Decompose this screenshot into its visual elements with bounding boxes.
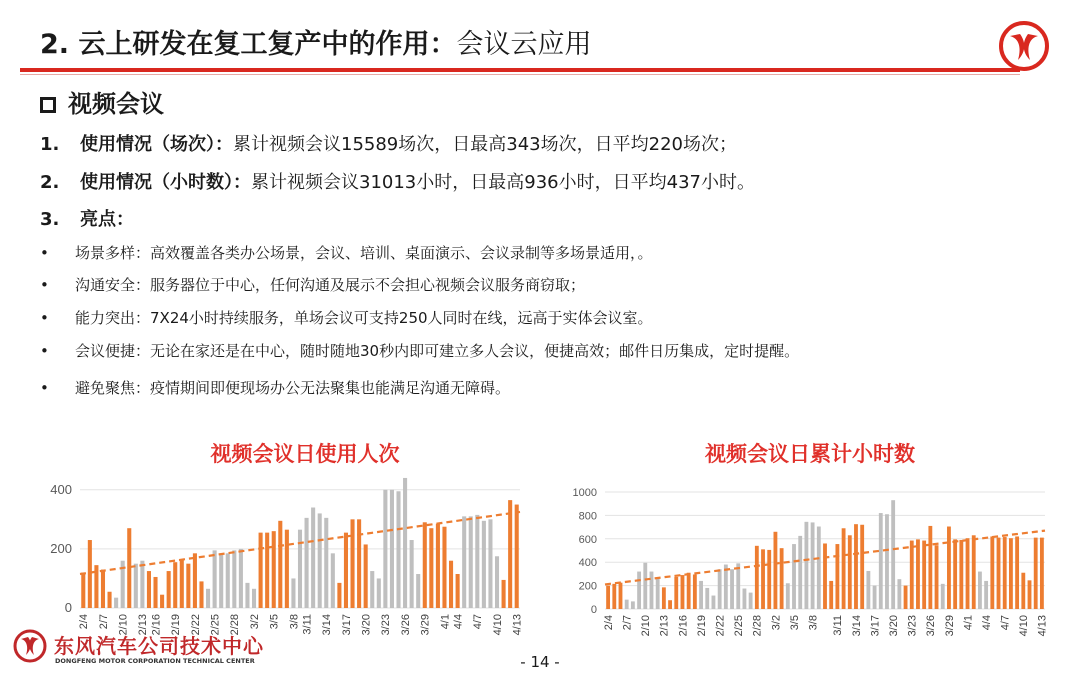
highlight-item <box>40 274 585 295</box>
bar <box>219 553 223 608</box>
x-tick-label: 3/2 <box>770 615 783 631</box>
usage-text: 累计视频会议31013小时，日最高936小时，日平均437小时。 <box>251 172 755 193</box>
bar <box>959 540 963 609</box>
bar <box>147 571 151 608</box>
x-tick-label: 2/4 <box>602 615 615 631</box>
bar <box>625 600 629 609</box>
bar <box>755 546 759 609</box>
usage-item <box>40 130 737 156</box>
bar <box>88 540 92 608</box>
bar <box>232 550 236 608</box>
bar <box>442 527 446 608</box>
y-tick-label: 0 <box>590 604 597 616</box>
highlight-text: 会议便捷：无论在家还是在中心，随时随地30秒内即可建立多人会议，便捷高效；邮件日历集成，定时提醒。 <box>75 342 800 360</box>
bar <box>724 565 728 609</box>
bar <box>226 553 230 608</box>
bar <box>656 577 660 609</box>
x-tick-label: 3/23 <box>380 614 393 636</box>
highlight-text: 场景多样：高效覆盖各类办公场景，会议、培训、桌面演示、会议录制等多场景适用，。 <box>75 244 653 262</box>
bar <box>186 564 190 608</box>
bullet-dot: • <box>40 309 49 327</box>
x-tick-label: 4/10 <box>491 614 504 636</box>
bar <box>272 531 276 608</box>
x-tick-label: 2/22 <box>189 614 202 636</box>
bar <box>482 521 486 608</box>
x-tick-label: 3/8 <box>807 615 820 631</box>
x-tick-label: 3/20 <box>360 614 373 636</box>
x-tick-label: 3/14 <box>321 614 334 636</box>
bar <box>1009 538 1013 609</box>
bar <box>817 527 821 609</box>
y-tick-label: 0 <box>64 600 72 615</box>
x-tick-label: 3/5 <box>268 614 281 630</box>
x-tick-label: 4/10 <box>1018 615 1031 637</box>
bar <box>792 544 796 609</box>
bar <box>681 575 685 609</box>
bar <box>953 539 957 609</box>
bar <box>495 556 499 608</box>
x-tick-label: 4/13 <box>1036 615 1049 637</box>
bar <box>390 490 394 608</box>
y-tick-label: 600 <box>578 533 597 546</box>
bar <box>854 524 858 609</box>
x-tick-label: 2/22 <box>714 615 727 637</box>
bar <box>1021 573 1025 609</box>
bar <box>206 589 210 608</box>
x-tick-label: 3/29 <box>419 614 432 636</box>
bar <box>823 543 827 609</box>
page-title-main: 2. 云上研发在复工复产中的作用： <box>40 29 457 60</box>
bar <box>879 513 883 609</box>
bar <box>699 581 703 609</box>
chart-title: 视频会议日使用人次 <box>210 442 400 466</box>
daily-hours-chart <box>555 475 1055 650</box>
chart-title: 视频会议日累计小时数 <box>705 442 915 466</box>
highlight-item <box>40 307 653 328</box>
bar <box>891 500 895 609</box>
x-tick-label: 3/17 <box>869 615 882 637</box>
bar <box>916 539 920 609</box>
bar <box>606 586 610 609</box>
bar <box>134 564 138 608</box>
bar <box>337 583 341 608</box>
bar <box>643 563 647 609</box>
bar <box>866 571 870 609</box>
bar <box>780 548 784 609</box>
daily-sessions-chart <box>30 475 530 650</box>
bar <box>947 527 951 609</box>
bar <box>167 571 171 608</box>
page-title <box>40 22 591 61</box>
bar <box>291 578 295 608</box>
y-tick-label: 1000 <box>572 487 597 499</box>
bar <box>193 553 197 608</box>
bar <box>245 583 249 608</box>
bar <box>364 544 368 608</box>
bar <box>318 513 322 608</box>
bar <box>829 581 833 609</box>
bar <box>416 574 420 608</box>
x-tick-label: 3/26 <box>399 614 412 636</box>
bar <box>984 581 988 609</box>
bar <box>259 533 263 608</box>
bar <box>848 535 852 609</box>
bar <box>515 505 519 608</box>
y-tick-label: 200 <box>578 580 597 593</box>
bar <box>904 586 908 609</box>
bar <box>81 573 85 608</box>
highlight-text: 避免聚焦：疫情期间即便现场办公无法聚集也能满足沟通无障碍。 <box>75 379 511 397</box>
bar <box>213 550 217 608</box>
bar <box>1015 536 1019 609</box>
bar <box>668 600 672 609</box>
bar <box>153 577 157 608</box>
page-number: - 14 - <box>520 653 560 671</box>
bar <box>966 538 970 609</box>
x-tick-label: 3/11 <box>301 614 314 635</box>
bar <box>873 586 877 609</box>
bar <box>199 581 203 608</box>
y-tick-label: 400 <box>50 481 72 497</box>
bar <box>718 569 722 609</box>
highlight-text: 沟通安全：服务器位于中心，任何沟通及展示不会担心视频会议服务商窃取； <box>75 276 586 294</box>
bar <box>311 508 315 608</box>
x-tick-label: 2/28 <box>229 614 242 636</box>
page-title-sub: 会议云应用 <box>456 29 592 60</box>
highlight-item <box>40 242 653 263</box>
bar <box>324 518 328 608</box>
bar <box>331 553 335 608</box>
x-tick-label: 3/8 <box>288 614 301 630</box>
bar <box>842 528 846 609</box>
x-tick-label: 2/13 <box>137 614 150 636</box>
x-tick-label: 4/4 <box>980 615 993 631</box>
x-tick-label: 2/19 <box>170 614 183 636</box>
bar <box>285 530 289 608</box>
bar <box>972 535 976 609</box>
x-tick-label: 2/25 <box>733 615 746 637</box>
bar <box>978 572 982 609</box>
x-tick-label: 4/13 <box>511 614 524 636</box>
bar <box>403 478 407 608</box>
x-tick-label: 3/23 <box>906 615 919 637</box>
bar <box>897 579 901 609</box>
bar <box>265 533 269 608</box>
x-tick-label: 3/5 <box>788 615 801 631</box>
x-tick-label: 4/7 <box>999 615 1012 631</box>
usage-num: 3. <box>40 209 60 230</box>
usage-label: 亮点： <box>80 209 134 230</box>
bar <box>140 561 144 608</box>
highlight-item <box>40 377 510 398</box>
bar <box>436 524 440 608</box>
bar <box>928 526 932 609</box>
bar <box>239 549 243 608</box>
bar <box>127 528 131 608</box>
x-tick-label: 2/16 <box>150 614 163 636</box>
bar <box>1028 580 1032 609</box>
x-tick-label: 2/28 <box>751 615 764 637</box>
footer-company-cn: 东风汽车公司技术中心 <box>54 634 264 658</box>
usage-item <box>40 205 134 231</box>
usage-label: 使用情况（场次）： <box>80 134 233 155</box>
usage-num: 1. <box>40 134 60 155</box>
bar <box>173 562 177 608</box>
bar <box>910 541 914 609</box>
x-tick-label: 2/7 <box>97 614 110 630</box>
bar <box>423 522 427 608</box>
bar <box>1034 538 1038 609</box>
bar <box>811 522 815 609</box>
bar <box>749 593 753 609</box>
bar <box>637 572 641 609</box>
x-tick-label: 3/2 <box>248 614 261 630</box>
bar <box>786 583 790 609</box>
bar <box>475 515 479 608</box>
bar <box>180 559 184 608</box>
bar <box>885 514 889 609</box>
bar <box>357 519 361 608</box>
x-tick-label: 2/4 <box>78 614 91 630</box>
bar <box>1040 538 1044 609</box>
bar <box>705 588 709 609</box>
bullet-dot: • <box>40 342 49 360</box>
x-tick-label: 4/1 <box>439 614 452 630</box>
bar <box>662 587 666 609</box>
bar <box>101 570 105 608</box>
bar <box>612 584 616 609</box>
x-tick-label: 2/16 <box>677 615 690 637</box>
x-tick-label: 2/25 <box>209 614 222 636</box>
bar <box>674 577 678 609</box>
bar <box>508 500 512 608</box>
usage-item <box>40 168 755 194</box>
bar <box>922 541 926 609</box>
bar <box>935 545 939 609</box>
bar <box>298 530 302 608</box>
bar <box>798 536 802 609</box>
section-heading-text: 视频会议 <box>68 90 164 118</box>
bar <box>396 491 400 608</box>
x-tick-label: 2/10 <box>117 614 130 636</box>
bar <box>860 525 864 609</box>
bar <box>410 540 414 608</box>
bar <box>469 516 473 608</box>
bullet-dot: • <box>40 379 49 397</box>
y-tick-label: 800 <box>578 510 597 523</box>
bar <box>687 573 691 609</box>
bar <box>712 596 716 609</box>
bar <box>736 563 740 609</box>
bar <box>351 519 355 608</box>
bar <box>462 516 466 608</box>
usage-label: 使用情况（小时数）： <box>80 172 251 193</box>
checkbox-square-icon <box>40 97 56 113</box>
bar <box>761 549 765 609</box>
bar <box>383 490 387 608</box>
y-tick-label: 200 <box>50 540 72 556</box>
highlight-item <box>40 340 799 361</box>
bar <box>774 532 778 609</box>
bar <box>502 580 506 608</box>
bar <box>114 598 118 608</box>
usage-text: 累计视频会议15589场次，日最高343场次，日平均220场次； <box>233 134 737 155</box>
bar <box>650 572 654 609</box>
x-tick-label: 4/7 <box>472 614 485 630</box>
x-tick-label: 4/4 <box>452 614 465 630</box>
bar <box>804 522 808 609</box>
bar <box>990 536 994 609</box>
section-heading <box>40 84 164 119</box>
dongfeng-logo-icon <box>996 20 1052 72</box>
bar <box>631 601 635 609</box>
bar <box>429 528 433 608</box>
bar <box>305 518 309 608</box>
bar <box>835 544 839 609</box>
bar <box>1003 537 1007 609</box>
bar <box>743 589 747 609</box>
x-tick-label: 3/20 <box>888 615 901 637</box>
bar <box>619 583 623 609</box>
bullet-dot: • <box>40 244 49 262</box>
bar <box>488 519 492 608</box>
bar <box>160 595 164 608</box>
bar <box>997 538 1001 609</box>
highlight-text: 能力突出：7X24小时持续服务，单场会议可支持250人同时在线，远高于实体会议室。 <box>75 309 653 327</box>
x-tick-label: 2/13 <box>658 615 671 637</box>
usage-num: 2. <box>40 172 60 193</box>
x-tick-label: 2/7 <box>621 615 634 631</box>
bar <box>456 574 460 608</box>
x-tick-label: 2/19 <box>695 615 708 637</box>
x-tick-label: 3/29 <box>943 615 956 637</box>
x-tick-label: 4/1 <box>962 615 975 631</box>
bar <box>252 589 256 608</box>
x-tick-label: 3/26 <box>925 615 938 637</box>
title-underline-thin <box>20 74 1020 75</box>
x-tick-label: 2/10 <box>640 615 653 637</box>
x-tick-label: 3/11 <box>832 615 845 636</box>
bar <box>730 569 734 609</box>
x-tick-label: 3/14 <box>850 615 863 637</box>
bar <box>941 584 945 609</box>
bar <box>108 592 112 608</box>
bar <box>693 574 697 609</box>
footer-company-en: DONGFENG MOTOR CORPORATION TECHNICAL CENTER <box>55 657 255 665</box>
bar <box>449 561 453 608</box>
bar <box>278 521 282 608</box>
title-underline <box>20 68 1020 72</box>
bar <box>377 578 381 608</box>
bar <box>344 533 348 608</box>
bar <box>767 550 771 609</box>
bar <box>370 571 374 608</box>
bullet-dot: • <box>40 276 49 294</box>
x-tick-label: 3/17 <box>340 614 353 636</box>
y-tick-label: 400 <box>578 557 597 570</box>
